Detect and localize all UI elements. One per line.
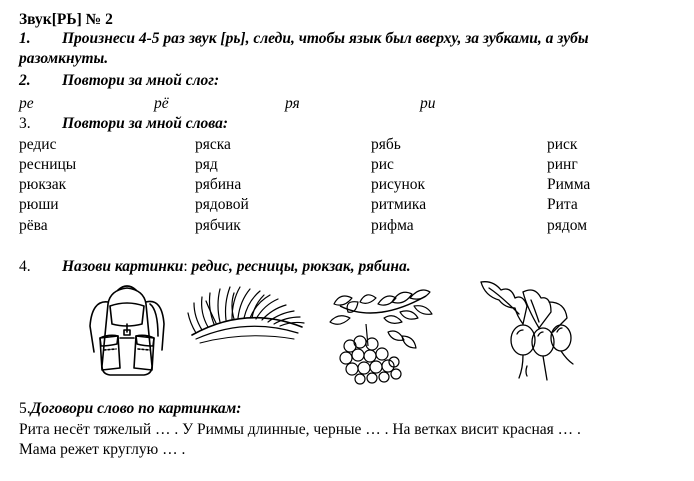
eyelashes-picture (186, 283, 306, 365)
word: рюкзак (19, 176, 67, 193)
task4-number: 4. (19, 258, 31, 275)
word: рябчик (195, 217, 241, 234)
word: ресницы (19, 156, 77, 173)
word: ряска (195, 136, 231, 153)
task5-instruction (19, 400, 241, 418)
task4-colon: : (183, 258, 188, 275)
word: риск (547, 136, 578, 153)
word: рядом (547, 217, 588, 234)
syllable: ря (285, 95, 300, 112)
word: рябина (195, 176, 242, 193)
syllable: ри (420, 95, 436, 112)
word: Римма (547, 176, 591, 193)
word: ринг (547, 156, 578, 173)
worksheet-title: Звук[РЬ] № 2 (19, 11, 113, 28)
word: рюши (19, 196, 59, 213)
word: рис (371, 156, 394, 173)
task5-number: 5. (19, 400, 31, 417)
word: рёва (19, 217, 48, 234)
task3-number: 3. (19, 115, 31, 132)
task1-number: 1. (19, 30, 31, 47)
word: редис (19, 136, 57, 153)
task5-label: Договори слово по картинкам: (30, 400, 242, 417)
radish-picture (475, 278, 585, 384)
task3-instruction: Повтори за мной слова: (62, 115, 229, 132)
task1-instruction-line2: разомкнуты. (19, 50, 109, 67)
task5-sentence-line2: Мама режет круглую … . (19, 441, 186, 458)
task4-instruction (62, 258, 411, 276)
syllable: рё (154, 95, 169, 112)
syllable: ре (19, 95, 34, 112)
word: рифма (371, 217, 414, 234)
word: рядовой (195, 196, 249, 213)
backpack-picture (80, 280, 174, 380)
task4-words: редис, ресницы, рюкзак, рябина. (187, 258, 411, 275)
word: ряд (195, 156, 218, 173)
task2-number: 2. (19, 72, 31, 89)
word: ритмика (371, 196, 427, 213)
word: Рита (547, 196, 578, 213)
task1-instruction-line1: Произнеси 4-5 раз звук [рь], следи, чтобы язык был вверху, за зубками, а зубы (62, 30, 589, 47)
rowan-picture (326, 284, 436, 386)
task5-sentence-line1: Рита несёт тяжелый … . У Риммы длинные, черные … . На ветках висит красная … . (19, 421, 581, 438)
word: рябь (371, 136, 401, 153)
task2-instruction: Повтори за мной слог: (62, 72, 220, 89)
word: рисунок (371, 176, 426, 193)
task4-label: Назови картинки (62, 258, 184, 275)
